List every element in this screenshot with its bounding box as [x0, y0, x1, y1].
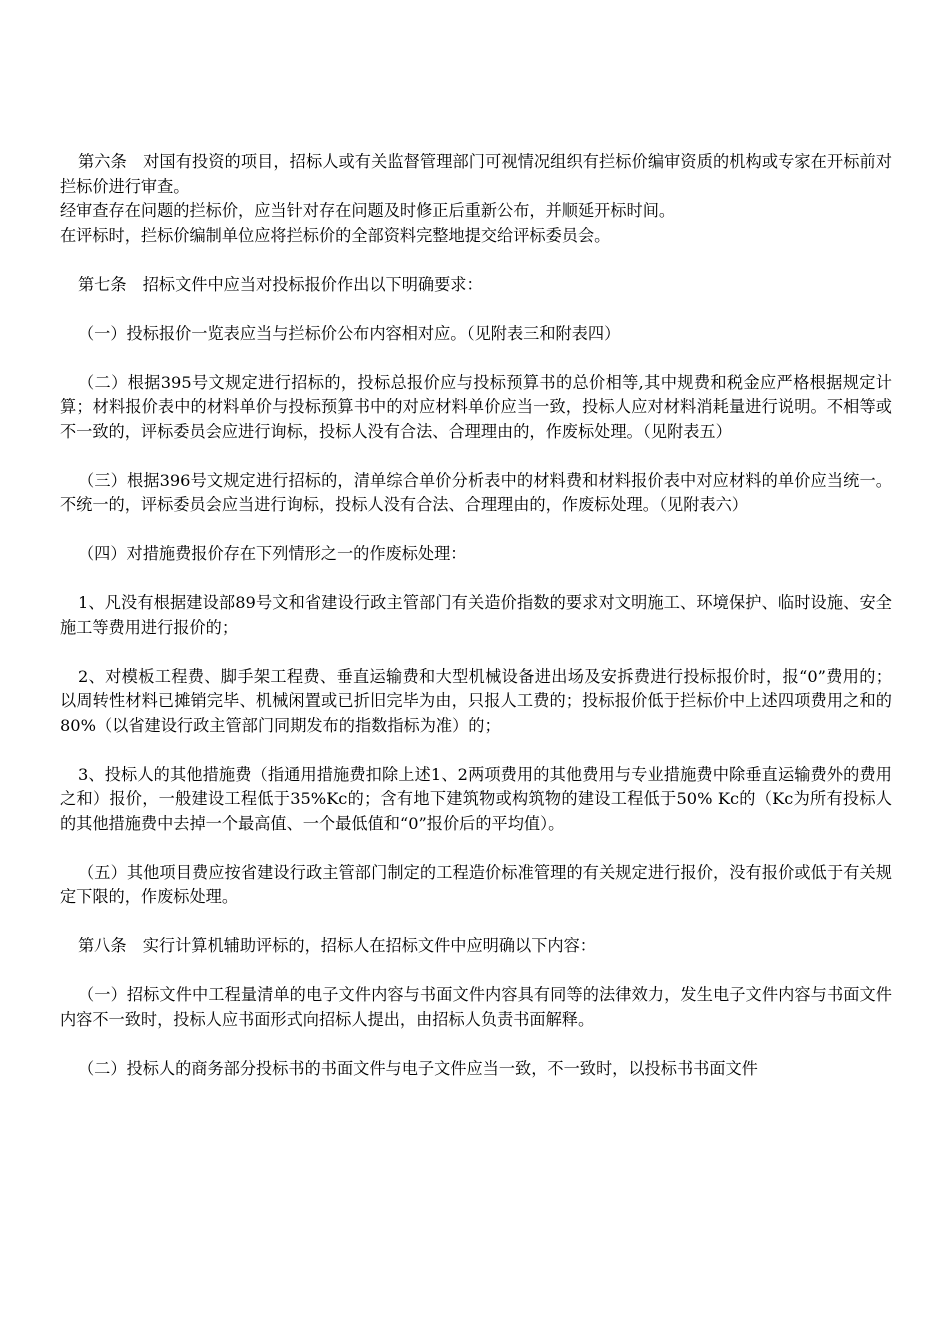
article-8-item-2: （二）投标人的商务部分投标书的书面文件与电子文件应当一致，不一致时，以投标书书面文件	[78, 1058, 758, 1078]
article-6-submission-paragraph: 在评标时，拦标价编制单位应将拦标价的全部资料完整地提交给评标委员会。	[60, 225, 611, 245]
article-7-item-2: （二）根据395号文规定进行招标的，投标总报价应与投标预算书的总价相等,其中规费和税金应严格根据规定计算；材料报价表中的材料单价与投标预算书中的对应材料单价应当一致，投标人应对材料消耗量进行说明。不相等或不一致的，评标委员会应进行询标，投标人没有合法、合理理由的，作废标处理。（见附表五）	[60, 372, 892, 441]
document-page	[60, 150, 892, 1081]
article-8-item-1: （一）招标文件中工程量清单的电子文件内容与书面文件内容具有同等的法律效力，发生电子文件内容与书面文件内容不一致时，投标人应书面形式向招标人提出，由招标人负责书面解释。	[60, 985, 892, 1029]
article-7-item-5: （五）其他项目费应按省建设行政主管部门制定的工程造价标准管理的有关规定进行报价，没有报价或低于有关规定下限的，作废标处理。	[60, 862, 892, 906]
article-6-revision-paragraph: 经审查存在问题的拦标价，应当针对存在问题及时修正后重新公布，并顺延开标时间。	[60, 201, 676, 220]
article-7-paragraph: 第七条 招标文件中应当对投标报价作出以下明确要求：	[78, 274, 483, 294]
article-7-item-1: （一）投标报价一览表应当与拦标价公布内容相对应。（见附表三和附表四）	[78, 323, 621, 343]
article-7-item-4-sub-2: 2、对模板工程费、脚手架工程费、垂直运输费和大型机械设备进出场及安拆费进行投标报价时，报“0”费用的；以周转性材料已摊销完毕、机械闲置或已折旧完毕为由，只报人工费的；投标报价低于拦标价中上述四项费用之和的80%（以省建设行政主管部门同期发布的指数指标为准）的；	[60, 666, 892, 735]
article-8-paragraph: 第八条 实行计算机辅助评标的，招标人在招标文件中应明确以下内容：	[78, 936, 596, 955]
article-7-item-4-sub-3: 3、投标人的其他措施费（指通用措施费扣除上述1、2两项费用的其他费用与专业措施费中除垂直运输费外的费用之和）报价，一般建设工程低于35%Kc的；含有地下建筑物或构筑物的建设工程低于50% Kc的（Kc为所有投标人的其他措施费中去掉一个最高值、一个最低值和“0”报价后的平均值）。	[60, 764, 892, 833]
article-7-item-4: （四）对措施费报价存在下列情形之一的作废标处理：	[78, 544, 467, 563]
article-7-item-4-sub-1: 1、凡没有根据建设部89号文和省建设行政主管部门有关造价指数的要求对文明施工、环境保护、临时设施、安全施工等费用进行报价的；	[60, 593, 892, 637]
article-6-paragraph: 第六条 对国有投资的项目，招标人或有关监督管理部门可视情况组织有拦标价编审资质的机构或专家在开标前对拦标价进行审查。	[60, 152, 892, 196]
article-7-item-3: （三）根据396号文规定进行招标的，清单综合单价分析表中的材料费和材料报价表中对应材料的单价应当统一。不统一的，评标委员会应当进行询标，投标人没有合法、合理理由的，作废标处理。（见附表六）	[60, 470, 892, 514]
